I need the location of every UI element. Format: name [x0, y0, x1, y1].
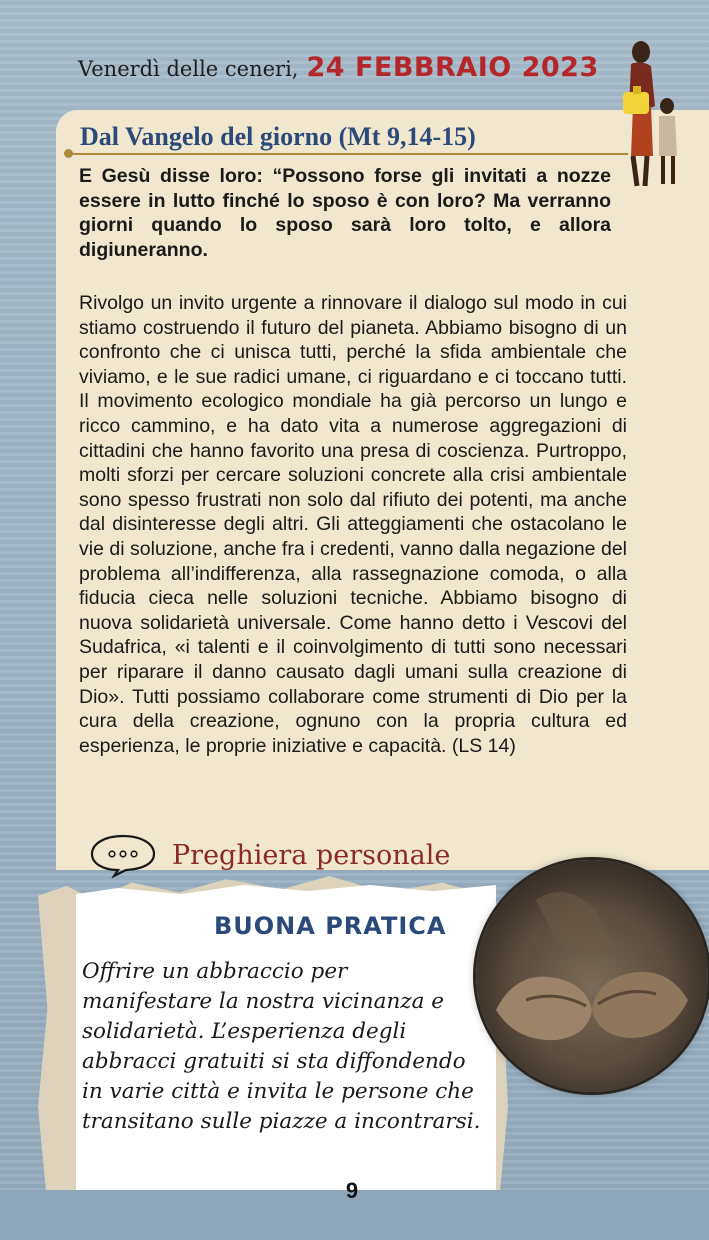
- prayer-label: Preghiera personale: [172, 839, 451, 871]
- header: [78, 52, 599, 92]
- gospel-text: E Gesù disse loro: “Possono forse gli invitati a nozze essere in lutto finché lo sposo è con loro? Ma verranno giorni quando lo sposo sarà loro tolto, e allora digiuneranno.: [79, 165, 611, 261]
- speech-bubble-icon: [88, 832, 158, 878]
- hands-photo: [476, 860, 708, 1092]
- title-rule: [68, 153, 628, 155]
- practice-title: BUONA PRATICA: [214, 912, 447, 940]
- reflection-text: Rivolgo un invito urgente a rinnovare il dialogo sul modo in cui stiamo costruendo il futuro del pianeta. Abbiamo bisogno di un confronto che ci unisca tutti, perché la sfida ambientale che viviamo, e le sue radici umane, ci riguardano e ci toccano tutti. Il movimento ecologico mondiale ha già percorso un lungo e ricco cammino, e ha dato vita a numerose aggregazioni di cittadini che hanno favorito una presa di coscienza. Purtroppo, molti sforzi per cercare soluzioni concrete alla crisi ambientale sono spesso frustrati non solo dal rifiuto dei potenti, ma anche dal disinteresse degli altri. Gli atteggiamenti che ostacolano le vie di soluzione, anche fra i credenti, vanno dalla negazione del problema all’indifferenza, alla rassegnazione comoda, o alla fiducia cieca nelle soluzioni tecniche. Abbiamo bisogno di nuova solidarietà universale. Come hanno detto i Vescovi del Sudafrica, «i talenti e il coinvolgimento di tutti sono necessari per riparare il danno causato dagli umani sulla creazione di Dio». Tutti possiamo collaborare come strumenti di Dio per la cura della creazione, ognuno con la propria cultura ed esperienza, le proprie iniziative e capacità. (LS 14): [79, 292, 627, 757]
- practice-text: Offrire un abbraccio per manifestare la nostra vicinanza e solidarietà. L’esperienza degli abbracci gratuiti si sta diffondendo in varie città e invita le persone che transitano sulle piazze a incontrarsi.: [82, 959, 481, 1134]
- header-date: 24 FEBBRAIO 2023: [306, 52, 599, 83]
- children-illustration: [603, 36, 683, 194]
- gospel-title: Dal Vangelo del giorno (Mt 9,14-15): [80, 122, 476, 151]
- hands-image: [476, 860, 708, 1092]
- page-number: 9: [345, 1178, 359, 1203]
- header-day: Venerdì delle ceneri,: [78, 57, 299, 81]
- prayer-section: [88, 830, 450, 880]
